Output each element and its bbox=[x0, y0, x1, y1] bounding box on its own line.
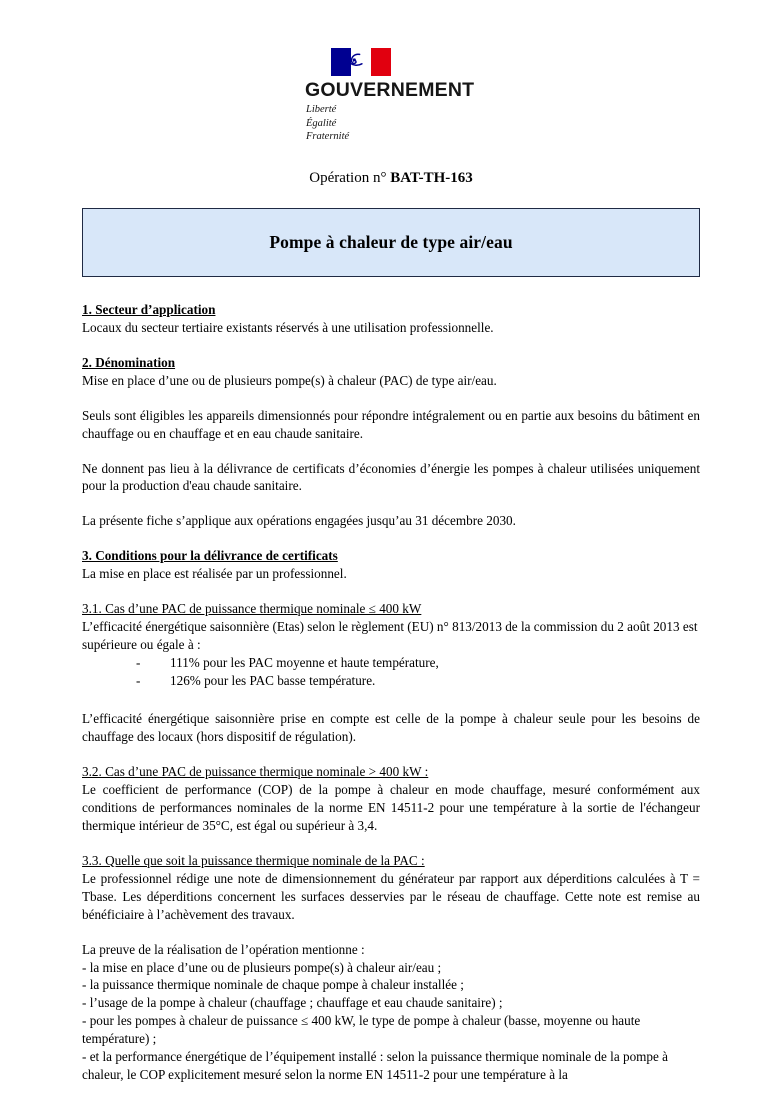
text-section-2: Mise en place d’une ou de plusieurs pompe(s) à chaleur (PAC) de type air/eau. bbox=[82, 372, 497, 388]
list-item-label: 126% pour les PAC basse température. bbox=[170, 673, 376, 689]
text-section-3-3: Le professionnel rédige une note de dimensionnement du générateur par rapport aux déperditions calculées à T = Tbase. Les déperditions concernent les surfaces desservies par le réseau de chauffage. Cette note est remise au bénéficiaire à l’achèvement des travaux. bbox=[82, 870, 700, 922]
proof-requirements-list bbox=[82, 959, 700, 1085]
motto-egalite: Égalité bbox=[306, 117, 337, 129]
list-item bbox=[82, 654, 700, 672]
operation-code: BAT-TH-163 bbox=[390, 169, 473, 186]
dash-bullet-icon: - bbox=[136, 655, 141, 671]
dash-bullet-icon: - bbox=[136, 673, 141, 689]
operation-label: Opération n° bbox=[309, 169, 387, 186]
document-body bbox=[82, 301, 700, 1084]
document-title-box bbox=[82, 208, 700, 277]
text-section-1: Locaux du secteur tertiaire existants réservés à une utilisation professionnelle. bbox=[82, 319, 494, 335]
text-section-3-2: Le coefficient de performance (COP) de la pompe à chaleur en mode chauffage, mesuré conformément aux conditions de performances nominales de la norme EN 14511-2 pour une température à la sortie de l'échangeur thermique intérieur de 35°C, est égal ou supérieur à 3,4. bbox=[82, 781, 700, 833]
heading-section-3-1: 3.1. Cas d’une PAC de puissance thermique nominale ≤ 400 kW bbox=[82, 601, 422, 617]
etas-requirements-list bbox=[82, 654, 700, 690]
list-item: - la puissance thermique nominale de chaque pompe à chaleur installée ; bbox=[82, 977, 464, 993]
paragraph-validity-date: La présente fiche s’applique aux opérations engagées jusqu’au 31 décembre 2030. bbox=[82, 513, 516, 529]
list-item: - et la performance énergétique de l’équipement installé : selon la puissance thermique nominale de la pompe à chaleur, le COP explicitement mesuré selon la norme EN 14511-2 pour une température à la bbox=[82, 1049, 669, 1083]
government-logo bbox=[305, 48, 477, 144]
heading-section-1: 1. Secteur d’application bbox=[82, 301, 216, 317]
proof-intro-text: La preuve de la réalisation de l’opération mentionne : bbox=[82, 941, 365, 957]
republic-motto bbox=[306, 103, 349, 143]
text-section-3-1: L’efficacité énergétique saisonnière (Etas) selon le règlement (EU) n° 813/2013 de la commission du 2 août 2013 est supérieure ou égale à : bbox=[82, 619, 698, 653]
paragraph-seasonal-efficiency: L’efficacité énergétique saisonnière prise en compte est celle de la pompe à chaleur seule pour les besoins de chauffage des locaux (hors dispositif de régulation). bbox=[82, 711, 700, 744]
document-header bbox=[82, 0, 700, 144]
paragraph-eligibility: Seuls sont éligibles les appareils dimensionnés pour répondre intégralement ou en partie aux besoins du bâtiment en chauffage ou en chauffage et en eau chaude sanitaire. bbox=[82, 407, 700, 441]
list-item bbox=[82, 672, 700, 690]
wordmark-gouvernement: GOUVERNEMENT bbox=[305, 79, 475, 101]
motto-fraternite: Fraternité bbox=[306, 131, 350, 143]
paragraph-exclusion: Ne donnent pas lieu à la délivrance de certificats d’économies d’énergie les pompes à chaleur utilisées uniquement pour la production d'eau chaude sanitaire. bbox=[82, 460, 700, 494]
motto-liberte: Liberté bbox=[306, 104, 337, 116]
french-flag-icon bbox=[331, 48, 391, 76]
list-item: - l’usage de la pompe à chaleur (chauffage ; chauffage et eau chaude sanitaire) ; bbox=[82, 995, 503, 1011]
list-item: - la mise en place d’une ou de plusieurs pompe(s) à chaleur air/eau ; bbox=[82, 959, 442, 975]
list-item-label: 111% pour les PAC moyenne et haute température, bbox=[170, 655, 439, 671]
page-title: Pompe à chaleur de type air/eau bbox=[269, 231, 513, 252]
list-item: - pour les pompes à chaleur de puissance ≤ 400 kW, le type de pompe à chaleur (basse, moyenne ou haute température) ; bbox=[82, 1013, 641, 1047]
heading-section-2: 2. Dénomination bbox=[82, 354, 176, 370]
heading-section-3: 3. Conditions pour la délivrance de certificats bbox=[82, 548, 338, 564]
heading-section-3-2: 3.2. Cas d’une PAC de puissance thermique nominale > 400 kW : bbox=[82, 763, 429, 779]
heading-section-3-3: 3.3. Quelle que soit la puissance thermique nominale de la PAC : bbox=[82, 852, 425, 868]
text-section-3: La mise en place est réalisée par un professionnel. bbox=[82, 566, 347, 582]
operation-line bbox=[82, 170, 700, 187]
